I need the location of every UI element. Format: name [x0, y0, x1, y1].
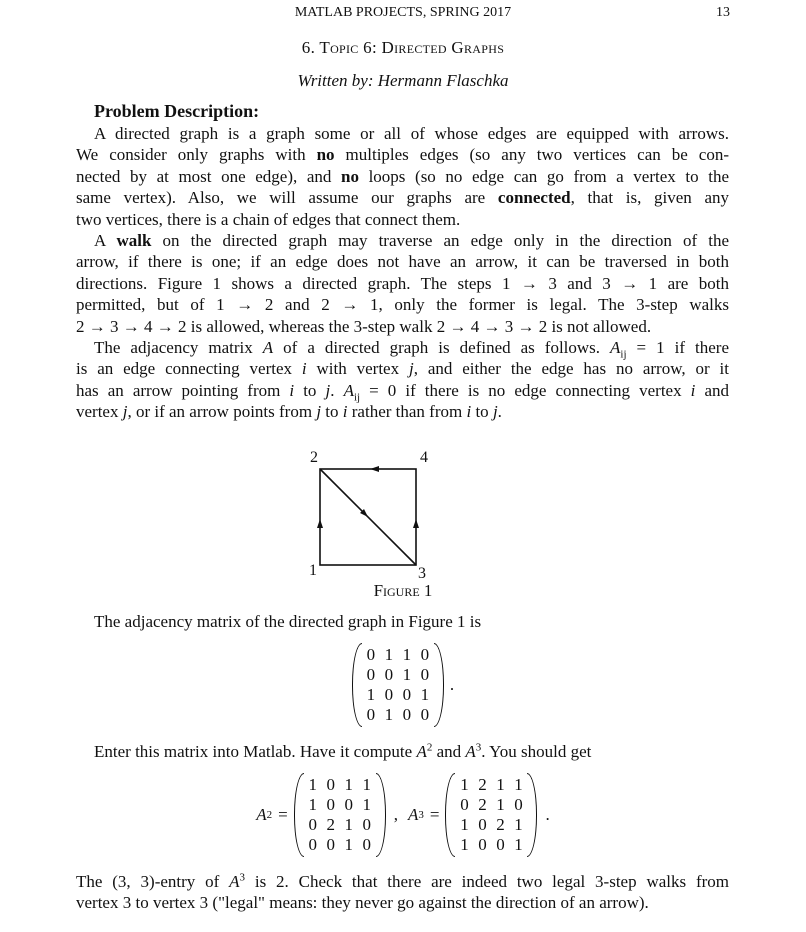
matrix-entry: 1: [344, 815, 353, 834]
matrix-entry: 0: [326, 775, 335, 794]
left-paren: [294, 773, 304, 857]
matrix-entry: 0: [402, 685, 412, 704]
matrix-entry: 0: [402, 705, 412, 724]
text-span: i: [289, 380, 295, 400]
matrix-entry: 0: [420, 665, 430, 684]
matrix-entry: 1: [514, 815, 523, 834]
right-paren: [376, 773, 386, 857]
text-span: arrow, if there is one; if an edge does not have an arrow, it can be traversed in both: [76, 252, 729, 272]
running-title: MATLAB PROJECTS, SPRING 2017: [294, 5, 512, 20]
text-span: no: [316, 145, 335, 165]
matrix-entry: 0: [514, 795, 523, 814]
problem-description: [76, 123, 729, 422]
matrix-entry: 2: [496, 815, 505, 834]
matrix-entry: 1: [384, 645, 394, 664]
matrix-entry: 0: [326, 835, 335, 854]
text-span: , and either the edge has no arrow, or it: [413, 359, 729, 379]
section-title: 6. Topic 6: Directed Graphs: [301, 38, 505, 57]
adjacency-matrix-block: [0, 643, 806, 727]
text-line: [76, 187, 729, 208]
text-span: , or if an arrow points from: [127, 402, 317, 422]
vertex-label-3: 3: [418, 565, 426, 582]
text-line: [76, 230, 729, 251]
text-line: [76, 358, 729, 379]
text-span: to: [294, 380, 326, 400]
text-line: [76, 144, 729, 165]
text-span: connected: [497, 188, 571, 208]
matrix-entry: 1: [514, 775, 523, 794]
text-span: i: [466, 402, 472, 422]
matrix-entry: 1: [460, 815, 469, 834]
matrix-entry: 1: [344, 775, 353, 794]
arrow-3-to-4: [413, 519, 419, 528]
left-paren: [352, 643, 362, 727]
text-span: 2: [426, 741, 433, 754]
text-span: A: [94, 230, 117, 250]
matrix-entry: 1: [496, 775, 505, 794]
text-span: j: [316, 402, 322, 422]
text-line: [76, 273, 729, 294]
vertex-label-2: 2: [310, 449, 318, 466]
matrix-entry: 0: [308, 835, 317, 854]
matrix-entry: 0: [366, 665, 376, 684]
text-line: [76, 337, 729, 361]
right-paren: [527, 773, 537, 857]
matrix-entry: 1: [384, 705, 394, 724]
matrix-entry: 0: [308, 815, 317, 834]
matrix-entry: 0: [384, 665, 394, 684]
matrix-entry: 1: [308, 775, 317, 794]
text-span: A: [416, 742, 427, 761]
matrix-entry: 1: [402, 665, 412, 684]
text-span: = 0 if there is no edge connecting vertex: [360, 380, 691, 400]
matrix-entry: 1: [308, 795, 317, 814]
text-span: A directed graph is a graph some or all of whose edges are equipped with arrows.: [94, 124, 729, 143]
A2-label: A: [256, 805, 267, 824]
right-paren: [434, 643, 444, 727]
text-span: j: [122, 402, 128, 422]
matrix-entry: 1: [344, 835, 353, 854]
text-span: walk: [116, 230, 152, 250]
text-span: j: [408, 359, 414, 379]
text-span: nected by at most one edge), and: [76, 166, 342, 186]
text-span: and: [432, 742, 466, 761]
text-span: A: [465, 742, 476, 761]
text-span: The (3, 3)-entry of: [76, 872, 230, 891]
matrix-intro: The adjacency matrix of the directed graph in Figure 1 is: [94, 612, 482, 631]
text-span: multiples edges (so any two vertices can be con-: [334, 145, 729, 165]
text-span: A: [229, 872, 240, 891]
matrix-entry: 0: [420, 645, 430, 664]
text-line: [76, 294, 729, 315]
text-span: and: [695, 380, 730, 400]
text-span: i: [301, 359, 307, 379]
text-span: = 1 if there: [626, 337, 729, 357]
text-span: A: [262, 337, 274, 357]
compute-instruction: [76, 741, 747, 762]
arrow-1-to-2: [317, 519, 323, 528]
text-line: [94, 741, 747, 762]
text-line: [76, 892, 729, 913]
matrix-entry: 0: [478, 835, 487, 854]
matrix-entry: 1: [366, 685, 376, 704]
text-line: [76, 871, 729, 892]
text-span: j: [325, 380, 331, 400]
text-span: j: [492, 402, 498, 422]
text-span: 3: [475, 741, 482, 754]
text-line: [76, 123, 729, 144]
matrix-entry: 1: [460, 775, 469, 794]
text-span: to: [471, 402, 493, 422]
arrow-4-to-2: [370, 466, 379, 472]
matrix-entry: 0: [366, 705, 376, 724]
matrix-entry: 1: [402, 645, 412, 664]
matrix-entry: 0: [366, 645, 376, 664]
text-span: no: [341, 166, 359, 186]
text-span: vertex 3 to vertex 3 ("legal" means: they never go against the direction of an arrow).: [76, 893, 649, 913]
text-span: , that is, given any: [570, 188, 729, 208]
text-line: [76, 209, 729, 230]
matrix-entry: 0: [496, 835, 505, 854]
text-line: [76, 166, 729, 187]
text-span: on the directed graph may traverse an edge only in the direction of the: [151, 230, 729, 250]
matrix-entry: 1: [362, 775, 371, 794]
text-span: 2 → 3 → 4 → 2 is allowed, whereas the 3-step walk 2 → 4 → 3 → 2 is not allowed.: [76, 316, 652, 336]
problem-heading: Problem Description:: [94, 101, 260, 121]
text-span: ij: [353, 391, 361, 404]
matrix-A3: [445, 773, 537, 857]
text-span: same vertex). Also, we will assume our graphs are: [76, 188, 498, 208]
matrix-entry: 0: [362, 815, 371, 834]
matrix-entry: 1: [496, 795, 505, 814]
matrix-grid: [304, 775, 376, 855]
text-span: 3: [239, 871, 246, 884]
matrix-entry: 1: [420, 685, 430, 704]
matrix-grid: [455, 775, 527, 855]
matrix-entry: 2: [326, 815, 335, 834]
figure-caption: Figure 1: [373, 581, 433, 600]
text-line: [76, 316, 729, 337]
power-matrices-block: A 2 = 1 0 1 1 1 0 0 1 0 2 1 0 0 0 1 0 , A 3 = 1 2 1 1 0 2 1 0 1 0 2 1 1 0 0 1 .: [0, 773, 806, 857]
matrix-entry: 0: [326, 795, 335, 814]
matrix-entry: 0: [344, 795, 353, 814]
text-span: .: [497, 402, 502, 422]
text-span: loops (so no edge can go from a vertex to the: [358, 166, 729, 186]
text-span: with vertex: [306, 359, 409, 379]
text-span: ij: [620, 348, 627, 361]
text-line: [76, 251, 729, 272]
text-span: to: [321, 402, 343, 422]
matrix-entry: 1: [460, 835, 469, 854]
text-span: two vertices, there is a chain of edges that connect them.: [76, 209, 461, 229]
text-line: [76, 401, 729, 422]
matrix-entry: 0: [478, 815, 487, 834]
text-span: vertex: [76, 402, 123, 422]
matrix-entry: 1: [362, 795, 371, 814]
text-span: i: [342, 402, 348, 422]
text-span: has an arrow pointing from: [76, 380, 290, 400]
text-span: . You should get: [481, 742, 592, 761]
text-span: of a directed graph is defined as follows.: [273, 337, 611, 357]
matrix-A: 0 1 1 0 0 0 1 0 1 0 0 1 0 1 0 0 .: [352, 643, 454, 727]
A3-label: A: [408, 805, 419, 824]
text-span: rather than from: [347, 402, 467, 422]
matrix-entry: 2: [478, 795, 487, 814]
author-line: Written by: Hermann Flaschka: [297, 71, 509, 90]
text-span: We consider only graphs with: [76, 145, 317, 165]
matrix-entry: 0: [460, 795, 469, 814]
matrix-entry: 0: [362, 835, 371, 854]
text-span: .: [330, 380, 344, 400]
vertex-label-4: 4: [420, 449, 428, 466]
text-span: A: [610, 337, 621, 357]
text-span: is 2. Check that there are indeed two legal 3-step walks from: [245, 872, 729, 891]
matrix-A2: [294, 773, 386, 857]
closing-paragraph: [76, 871, 729, 914]
matrix-entry: 0: [384, 685, 394, 704]
vertex-label-1: 1: [309, 562, 317, 579]
matrix-entry: 1: [514, 835, 523, 854]
matrix-entry: 0: [420, 705, 430, 724]
matrix-grid: [362, 645, 434, 725]
page-number: 13: [716, 5, 730, 20]
text-span: The adjacency matrix: [94, 337, 263, 357]
left-paren: [445, 773, 455, 857]
text-span: Enter this matrix into Matlab. Have it compute: [94, 742, 417, 761]
text-span: permitted, but of 1 → 2 and 2 → 1, only the former is legal. The 3-step walks: [76, 295, 729, 315]
text-span: directions. Figure 1 shows a directed graph. The steps 1 → 3 and 3 → 1 are both: [76, 273, 729, 293]
text-line: [76, 380, 730, 404]
text-span: i: [690, 380, 696, 400]
matrix-entry: 2: [478, 775, 487, 794]
text-span: is an edge connecting vertex: [76, 359, 302, 379]
text-span: A: [343, 380, 354, 400]
